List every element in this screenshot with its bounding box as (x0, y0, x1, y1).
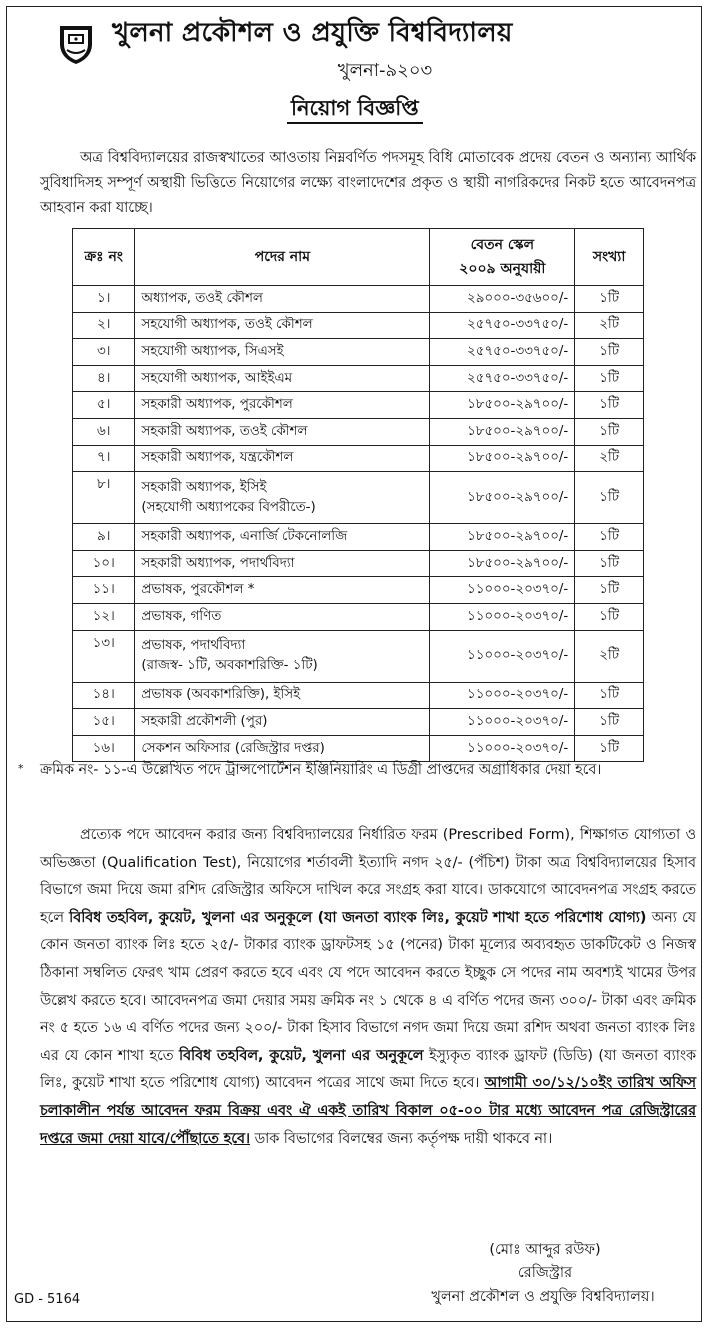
row-serial: ১৪। (73, 682, 135, 709)
row-count: ২টি (575, 312, 644, 339)
instructions-part4: ডাক বিভাগের বিলম্বের জন্য কর্তৃপক্ষ দায়ী থাকবে না। (254, 1130, 553, 1147)
row-post: সহকারী অধ্যাপক, এনার্জি টেকনোলজি (135, 524, 430, 551)
posts-table (72, 228, 644, 762)
table-row (73, 630, 644, 682)
table-row (73, 339, 644, 366)
row-post: প্রভাষক (অবকাশরিক্তি), ইসিই (135, 682, 430, 709)
row-post: প্রভাষক, পুরকৌশল * (135, 577, 430, 604)
row-pay: ১১০০০-২০৩৭০/- (430, 709, 575, 736)
row-count: ১টি (575, 709, 644, 736)
row-serial: ৭। (73, 445, 135, 472)
table-row (73, 524, 644, 551)
header-pay (430, 229, 575, 286)
row-pay: ২৫৭৫০-৩৩৭৫০/- (430, 339, 575, 366)
row-count: ১টি (575, 550, 644, 577)
header-post: পদের নাম (135, 229, 430, 286)
table-row (73, 577, 644, 604)
row-count: ১টি (575, 339, 644, 366)
row-post (135, 472, 430, 524)
instructions-part1: প্রত্যেক পদে আবেদন করার জন্য বিশ্ববিদ্যালয়ের নির্ধারিত ফরম (Prescribed Form), শিক্ষাগত যোগ্যতা ও অভিজ্ঞতা (Qualification Test), নিয়োগের শর্তাবলী ইত্যাদি নগদ ২৫/- (পঁচিশ) টাকা অত্র বিশ্ববিদ্যালয়ের হিসাব বিভাগে জমা দিয়ে জমা রশিদ রেজিস্ট্রার অফিসে দাখিল করে সংগ্রহ করা যাবে। ডাকযোগে আবেদনপত্র সংগ্রহ করতে হলে (40, 827, 696, 926)
header-pay-line2: ২০০৯ অনুযায়ী (459, 261, 546, 277)
row-count: ২টি (575, 445, 644, 472)
row-pay: ১১০০০-২০৩৭০/- (430, 603, 575, 630)
row-post: সহকারী অধ্যাপক, পদার্থবিদ্যা (135, 550, 430, 577)
row-pay: ২৫৭৫০-৩৩৭৫০/- (430, 312, 575, 339)
row-serial: ১০। (73, 550, 135, 577)
row-post: সহকারী অধ্যাপক, যন্ত্রকৌশল (135, 445, 430, 472)
row-serial: ৫। (73, 392, 135, 419)
row-serial: ১১। (73, 577, 135, 604)
row-post: সহকারী অধ্যাপক, পুরকৌশল (135, 392, 430, 419)
row-serial: ১৫। (73, 709, 135, 736)
row-pay: ১১০০০-২০৩৭০/- (430, 630, 575, 682)
row-count: ১টি (575, 682, 644, 709)
reference-number: GD - 5164 (14, 1292, 81, 1307)
signature-organization: খুলনা প্রকৌশল ও প্রযুক্তি বিশ্ববিদ্যালয়। (431, 1289, 655, 1305)
row-post-line2: (রাজস্ব- ১টি, অবকাশরিক্তি- ১টি) (141, 658, 318, 674)
intro-paragraph: অত্র বিশ্ববিদ্যালয়ের রাজস্বখাতের আওতায় নিম্নবর্ণিত পদসমূহ বিধি মোতাবেক প্রদেয় বেতন ও অন্যান্য আর্থিক সুবিধাদিসহ সম্পূর্ণ অস্থায়ী ভিত্তিতে নিয়োগের লক্ষ্যে বাংলাদেশের প্রকৃত ও স্থায়ী নাগরিকদের নিকট হতে আবেদনপত্র আহবান করা যাচ্ছে। (40, 150, 697, 216)
row-serial: ৬। (73, 418, 135, 445)
header-count: সংখ্যা (575, 229, 644, 286)
instructions-part2: অন্য যে কোন জনতা ব্যাংক লিঃ হতে ২৫/- টাকার ব্যাংক ড্রাফটসহ ১৫ (পনের) টাকা মূল্যের অব্যবহৃত ডাকটিকেট ও নিজস্ব ঠিকানা সম্বলিত ফেরৎ খাম প্রেরণ করতে হবে এবং যে পদে আবেদন করতে ইচ্ছুক সে পদের নাম অবশ্যই খামের উপর উল্লেখ করতে হবে। আবেদনপত্র জমা দেয়ার সময় ক্রমিক নং ১ থেকে ৪ এ বর্ণিত পদের জন্য ৩০০/- টাকা এবং ক্রমিক নং ৫ হতে ১৬ এ বর্ণিত পদের জন্য ২০০/- টাকা হিসাব বিভাগে নগদ জমা দিয়ে জমা রশিদ অথবা জনতা ব্যাংক লিঃ এর যে কোন শাখা হতে (40, 909, 696, 1064)
table-row (73, 603, 644, 630)
footnote-marker: * (18, 762, 24, 775)
signature-designation: রেজিস্ট্রার (517, 1265, 573, 1281)
university-name: খুলনা প্রকৌশল ও প্রযুক্তি বিশ্ববিদ্যালয় (112, 18, 513, 48)
university-address: খুলনা-৯২০৩ (337, 60, 433, 81)
instructions-part3: ইস্যুকৃত ব্যাংক ড্রাফট (ডিডি) (যা জনতা ব্যাংক লিঃ, কুয়েট শাখা হতে পরিশোধ যোগ্য) আবেদন পত্রের সাথে জমা দিতে হবে। (40, 1047, 697, 1092)
instructions-bold2: বিবিধ তহবিল, কুয়েট, খুলনা এর অনুকূলে (179, 1047, 424, 1064)
instructions-bold1: বিবিধ তহবিল, কুয়েট, খুলনা এর অনুকূলে (যা জনতা ব্যাংক লিঃ, কুয়েট শাখা হতে পরিশোধ যোগ্য) (69, 909, 647, 926)
row-post-line1: প্রভাষক, পদার্থবিদ্যা (141, 638, 246, 654)
table-row (73, 472, 644, 524)
row-pay: ১১০০০-২০৩৭০/- (430, 682, 575, 709)
row-count: ১টি (575, 392, 644, 419)
row-serial: ৩। (73, 339, 135, 366)
row-serial: ১২। (73, 603, 135, 630)
row-pay: ২৫৭৫০-৩৩৭৫০/- (430, 365, 575, 392)
row-serial: ১। (73, 286, 135, 313)
row-count: ১টি (575, 418, 644, 445)
application-instructions (40, 822, 696, 1153)
row-post: সহকারী অধ্যাপক, তওই কৌশল (135, 418, 430, 445)
signature-name: (মোঃ আব্দুর রউফ) (489, 1242, 601, 1258)
row-post: সেকশন অফিসার (রেজিস্ট্রার দপ্তর) (135, 735, 430, 762)
row-pay: ১১০০০-২০৩৭০/- (430, 735, 575, 762)
table-row (73, 392, 644, 419)
row-count: ১টি (575, 603, 644, 630)
row-pay: ১৮৫০০-২৯৭০০/- (430, 418, 575, 445)
row-serial: ১৬। (73, 735, 135, 762)
row-post: সহকারী প্রকৌশলী (পুর) (135, 709, 430, 736)
row-post-line1: সহকারী অধ্যাপক, ইসিই (141, 479, 267, 495)
row-pay: ১৮৫০০-২৯৭০০/- (430, 472, 575, 524)
row-pay: ১৮৫০০-২৯৭০০/- (430, 392, 575, 419)
table-row (73, 709, 644, 736)
row-count: ১টি (575, 524, 644, 551)
table-row (73, 365, 644, 392)
row-count: ১টি (575, 577, 644, 604)
row-serial: ৯। (73, 524, 135, 551)
row-serial: ৮। (73, 472, 135, 524)
row-count: ১টি (575, 735, 644, 762)
table-row (73, 682, 644, 709)
row-count: ২টি (575, 630, 644, 682)
table-header-row (73, 229, 644, 286)
notice-title: নিয়োগ বিজ্ঞপ্তি (287, 95, 423, 124)
table-row (73, 418, 644, 445)
footnote-text: ক্রমিক নং- ১১-এ উল্লেখিত পদে ট্রান্সপোর্টেশন ইঞ্জিনিয়ারিং এ ডিগ্রী প্রাপ্তদের অগ্রাধিকার দেয়া হবে। (40, 762, 602, 778)
row-count: ১টি (575, 286, 644, 313)
table-row (73, 286, 644, 313)
row-post: অধ্যাপক, তওই কৌশল (135, 286, 430, 313)
row-serial: ১৩। (73, 630, 135, 682)
row-count: ১টি (575, 472, 644, 524)
row-pay: ১৮৫০০-২৯৭০০/- (430, 445, 575, 472)
row-pay: ১৮৫০০-২৯৭০০/- (430, 550, 575, 577)
row-serial: ৪। (73, 365, 135, 392)
header-pay-line1: বেতন স্কেল (470, 237, 535, 253)
table-row (73, 445, 644, 472)
row-post: সহযোগী অধ্যাপক, তওই কৌশল (135, 312, 430, 339)
row-pay: ১১০০০-২০৩৭০/- (430, 577, 575, 604)
row-post-line2: (সহযোগী অধ্যাপকের বিপরীতে-) (141, 499, 316, 515)
table-row (73, 312, 644, 339)
row-post: প্রভাষক, গণিত (135, 603, 430, 630)
row-post: সহযোগী অধ্যাপক, সিএসই (135, 339, 430, 366)
row-serial: ২। (73, 312, 135, 339)
header-serial: ক্রঃ নং (73, 229, 135, 286)
row-pay: ১৮৫০০-২৯৭০০/- (430, 524, 575, 551)
row-pay: ২৯০০০-৩৫৬০০/- (430, 286, 575, 313)
row-post (135, 630, 430, 682)
table-row (73, 550, 644, 577)
row-post: সহযোগী অধ্যাপক, আইইএম (135, 365, 430, 392)
deadline-text: আগামী ৩০/১২/১০ইং তারিখ অফিস চলাকালীন পর্যন্ত আবেদন ফরম বিক্রয় এবং ঐ একই তারিখ বিকাল ০৫-০০ টার মধ্যে আবেদন পত্র রেজিস্ট্রারের দপ্তরে জমা দেয়া যাবে/পৌঁছাতে হবে। (40, 1075, 696, 1147)
row-count: ১টি (575, 365, 644, 392)
